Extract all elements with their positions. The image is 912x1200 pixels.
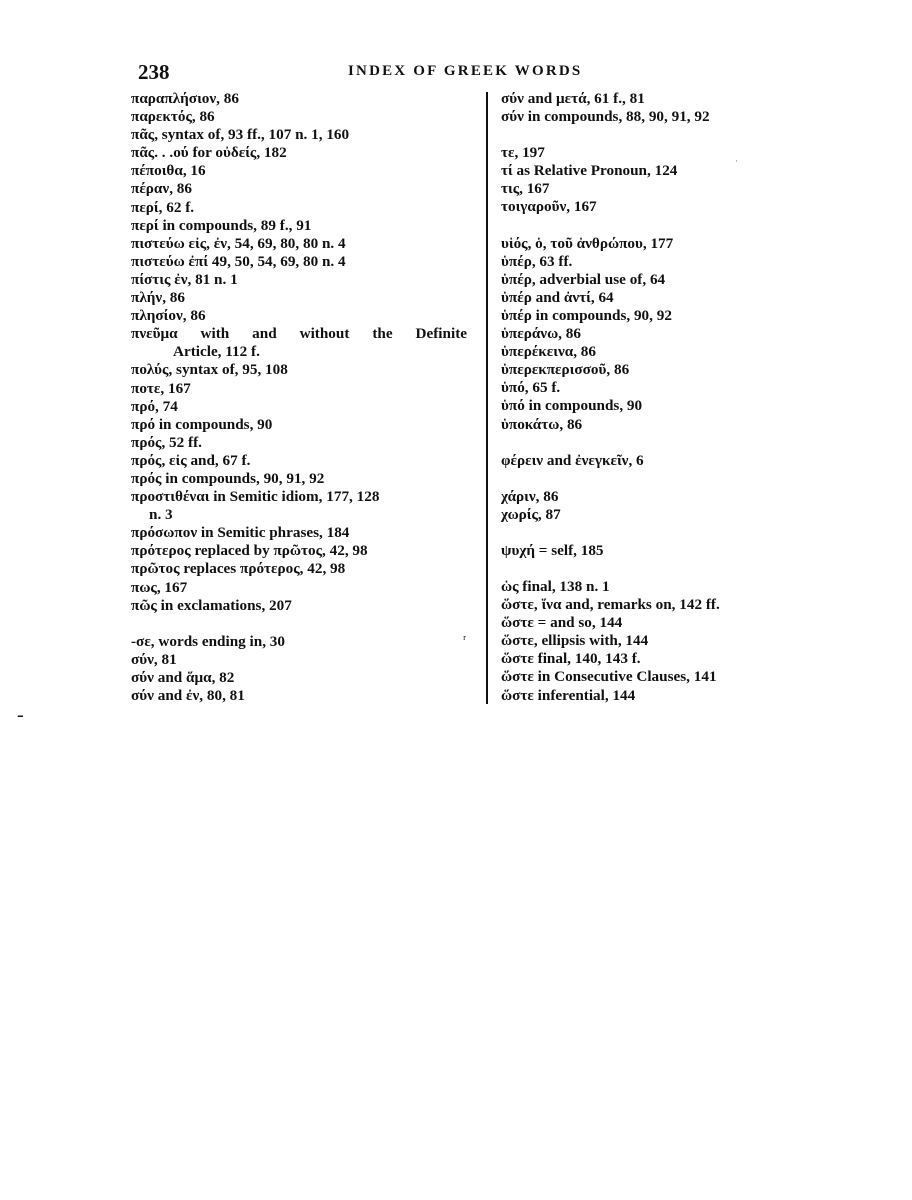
index-entry: πρότερος replaced by πρῶτος, 42, 98: [131, 542, 368, 560]
index-entry: υἱός, ὁ, τοῦ ἀνθρώπου, 177: [501, 234, 674, 252]
index-entry: ὑπέρ, 63 ff.: [501, 252, 573, 270]
index-entry: τοιγαροῦν, 167: [501, 198, 597, 216]
page-number: 238: [138, 60, 170, 84]
stray-dash-mark: -: [17, 704, 24, 726]
index-entry: χάριν, 86: [501, 487, 559, 505]
index-entry: χωρίς, 87: [501, 505, 561, 523]
index-entry: πρό in compounds, 90: [131, 415, 273, 433]
index-entry: πιστεύω εἰς, ἐν, 54, 69, 80, 80 n. 4: [131, 234, 346, 252]
index-entry: ὑπέρ and ἀντί, 64: [501, 288, 614, 306]
index-entry: σύν, 81: [131, 650, 177, 668]
index-entry: σύν and ἅμα, 82: [131, 668, 235, 686]
index-entry: φέρειν and ἐνεγκεῖν, 6: [501, 451, 644, 469]
index-entry: πρό, 74: [131, 397, 178, 415]
stray-tick-mark: ʳ: [463, 633, 467, 648]
index-entry: πέποιθα, 16: [131, 162, 206, 180]
index-entry: πᾶς, syntax of, 93 ff., 107 n. 1, 160: [131, 126, 350, 144]
index-entry: πλησίον, 86: [131, 307, 206, 325]
index-entry: ὥστε inferential, 144: [501, 686, 636, 704]
index-entry: προστιθέναι in Semitic idiom, 177, 128: [131, 488, 380, 506]
running-title: INDEX OF GREEK WORDS: [348, 63, 583, 79]
section-gap: [501, 434, 781, 452]
index-entry: τις, 167: [501, 180, 550, 198]
index-entry: πρόσωπον in Semitic phrases, 184: [131, 524, 350, 542]
index-entry: πρός, 52 ff.: [131, 433, 202, 451]
section-gap: [501, 217, 781, 235]
index-entry: τί as Relative Pronoun, 124: [501, 162, 678, 180]
index-entry: παρεκτός, 86: [131, 108, 215, 126]
index-entry: παραπλήσιον, 86: [131, 90, 239, 107]
section-gap: [501, 524, 781, 542]
index-entry: περί in compounds, 89 f., 91: [131, 216, 312, 234]
index-entry: ὑπερέκεινα, 86: [501, 343, 596, 361]
index-entry: πλήν, 86: [131, 289, 185, 307]
index-entry: σύν and μετά, 61 f., 81: [501, 90, 645, 107]
index-entry: ὥστε, ellipsis with, 144: [501, 632, 649, 650]
index-entry: ὥστε final, 140, 143 f.: [501, 650, 641, 668]
section-gap: [501, 126, 781, 144]
index-entry: πίστις ἐν, 81 n. 1: [131, 270, 238, 288]
index-entry: σύν in compounds, 88, 90, 91, 92: [501, 108, 710, 126]
index-entry: ὡς final, 138 n. 1: [501, 577, 610, 595]
index-entry: -σε, words ending in, 30: [131, 632, 285, 650]
index-entry: ὑπέρ in compounds, 90, 92: [501, 306, 672, 324]
index-entry: ὥστε, ἵνα and, remarks on, 142 ff.: [501, 596, 720, 614]
index-entry: ὑπεράνω, 86: [501, 325, 581, 343]
section-gap: [501, 560, 781, 578]
index-entry: ὥστε = and so, 144: [501, 614, 623, 632]
index-entry: ὑπερεκπερισσοῦ, 86: [501, 361, 630, 379]
index-entry: πιστεύω ἐπί 49, 50, 54, 69, 80 n. 4: [131, 252, 346, 270]
index-entry: ὥστε in Consecutive Clauses, 141: [501, 668, 717, 686]
index-entry: πᾶς. . .ού for οὐδείς, 182: [131, 144, 287, 162]
index-entry: σύν and ἐν, 80, 81: [131, 687, 245, 704]
section-gap: [131, 615, 467, 633]
index-entry: πῶς in exclamations, 207: [131, 596, 292, 614]
index-entry: ψυχή = self, 185: [501, 541, 604, 559]
index-entry: πρός in compounds, 90, 91, 92: [131, 469, 325, 487]
index-entry: ὑποκάτω, 86: [501, 415, 583, 433]
index-entry: ὑπέρ, adverbial use of, 64: [501, 270, 666, 288]
index-entry: πέραν, 86: [131, 180, 192, 198]
left-index-column: [131, 90, 467, 705]
index-entry: πρός, εἰς and, 67 f.: [131, 451, 251, 469]
index-entry: περί, 62 f.: [131, 198, 195, 216]
stray-dot-mark: ·: [735, 156, 738, 166]
index-entry-continuation: Article, 112 f.: [173, 343, 260, 361]
index-entry: ποτε, 167: [131, 379, 191, 397]
index-entry: πνεῦμα with and without the Definite: [131, 325, 467, 343]
index-entry: ὑπό in compounds, 90: [501, 397, 643, 415]
index-entry: πως, 167: [131, 578, 188, 596]
index-entry: πρῶτος replaces πρότερος, 42, 98: [131, 560, 346, 578]
column-divider: [486, 92, 488, 704]
index-entry-continuation: n. 3: [149, 506, 173, 524]
index-entry: ὑπό, 65 f.: [501, 379, 561, 397]
index-entry: τε, 197: [501, 144, 545, 162]
section-gap: [501, 470, 781, 488]
index-entry: πολύς, syntax of, 95, 108: [131, 361, 288, 379]
right-index-column: [501, 90, 781, 705]
